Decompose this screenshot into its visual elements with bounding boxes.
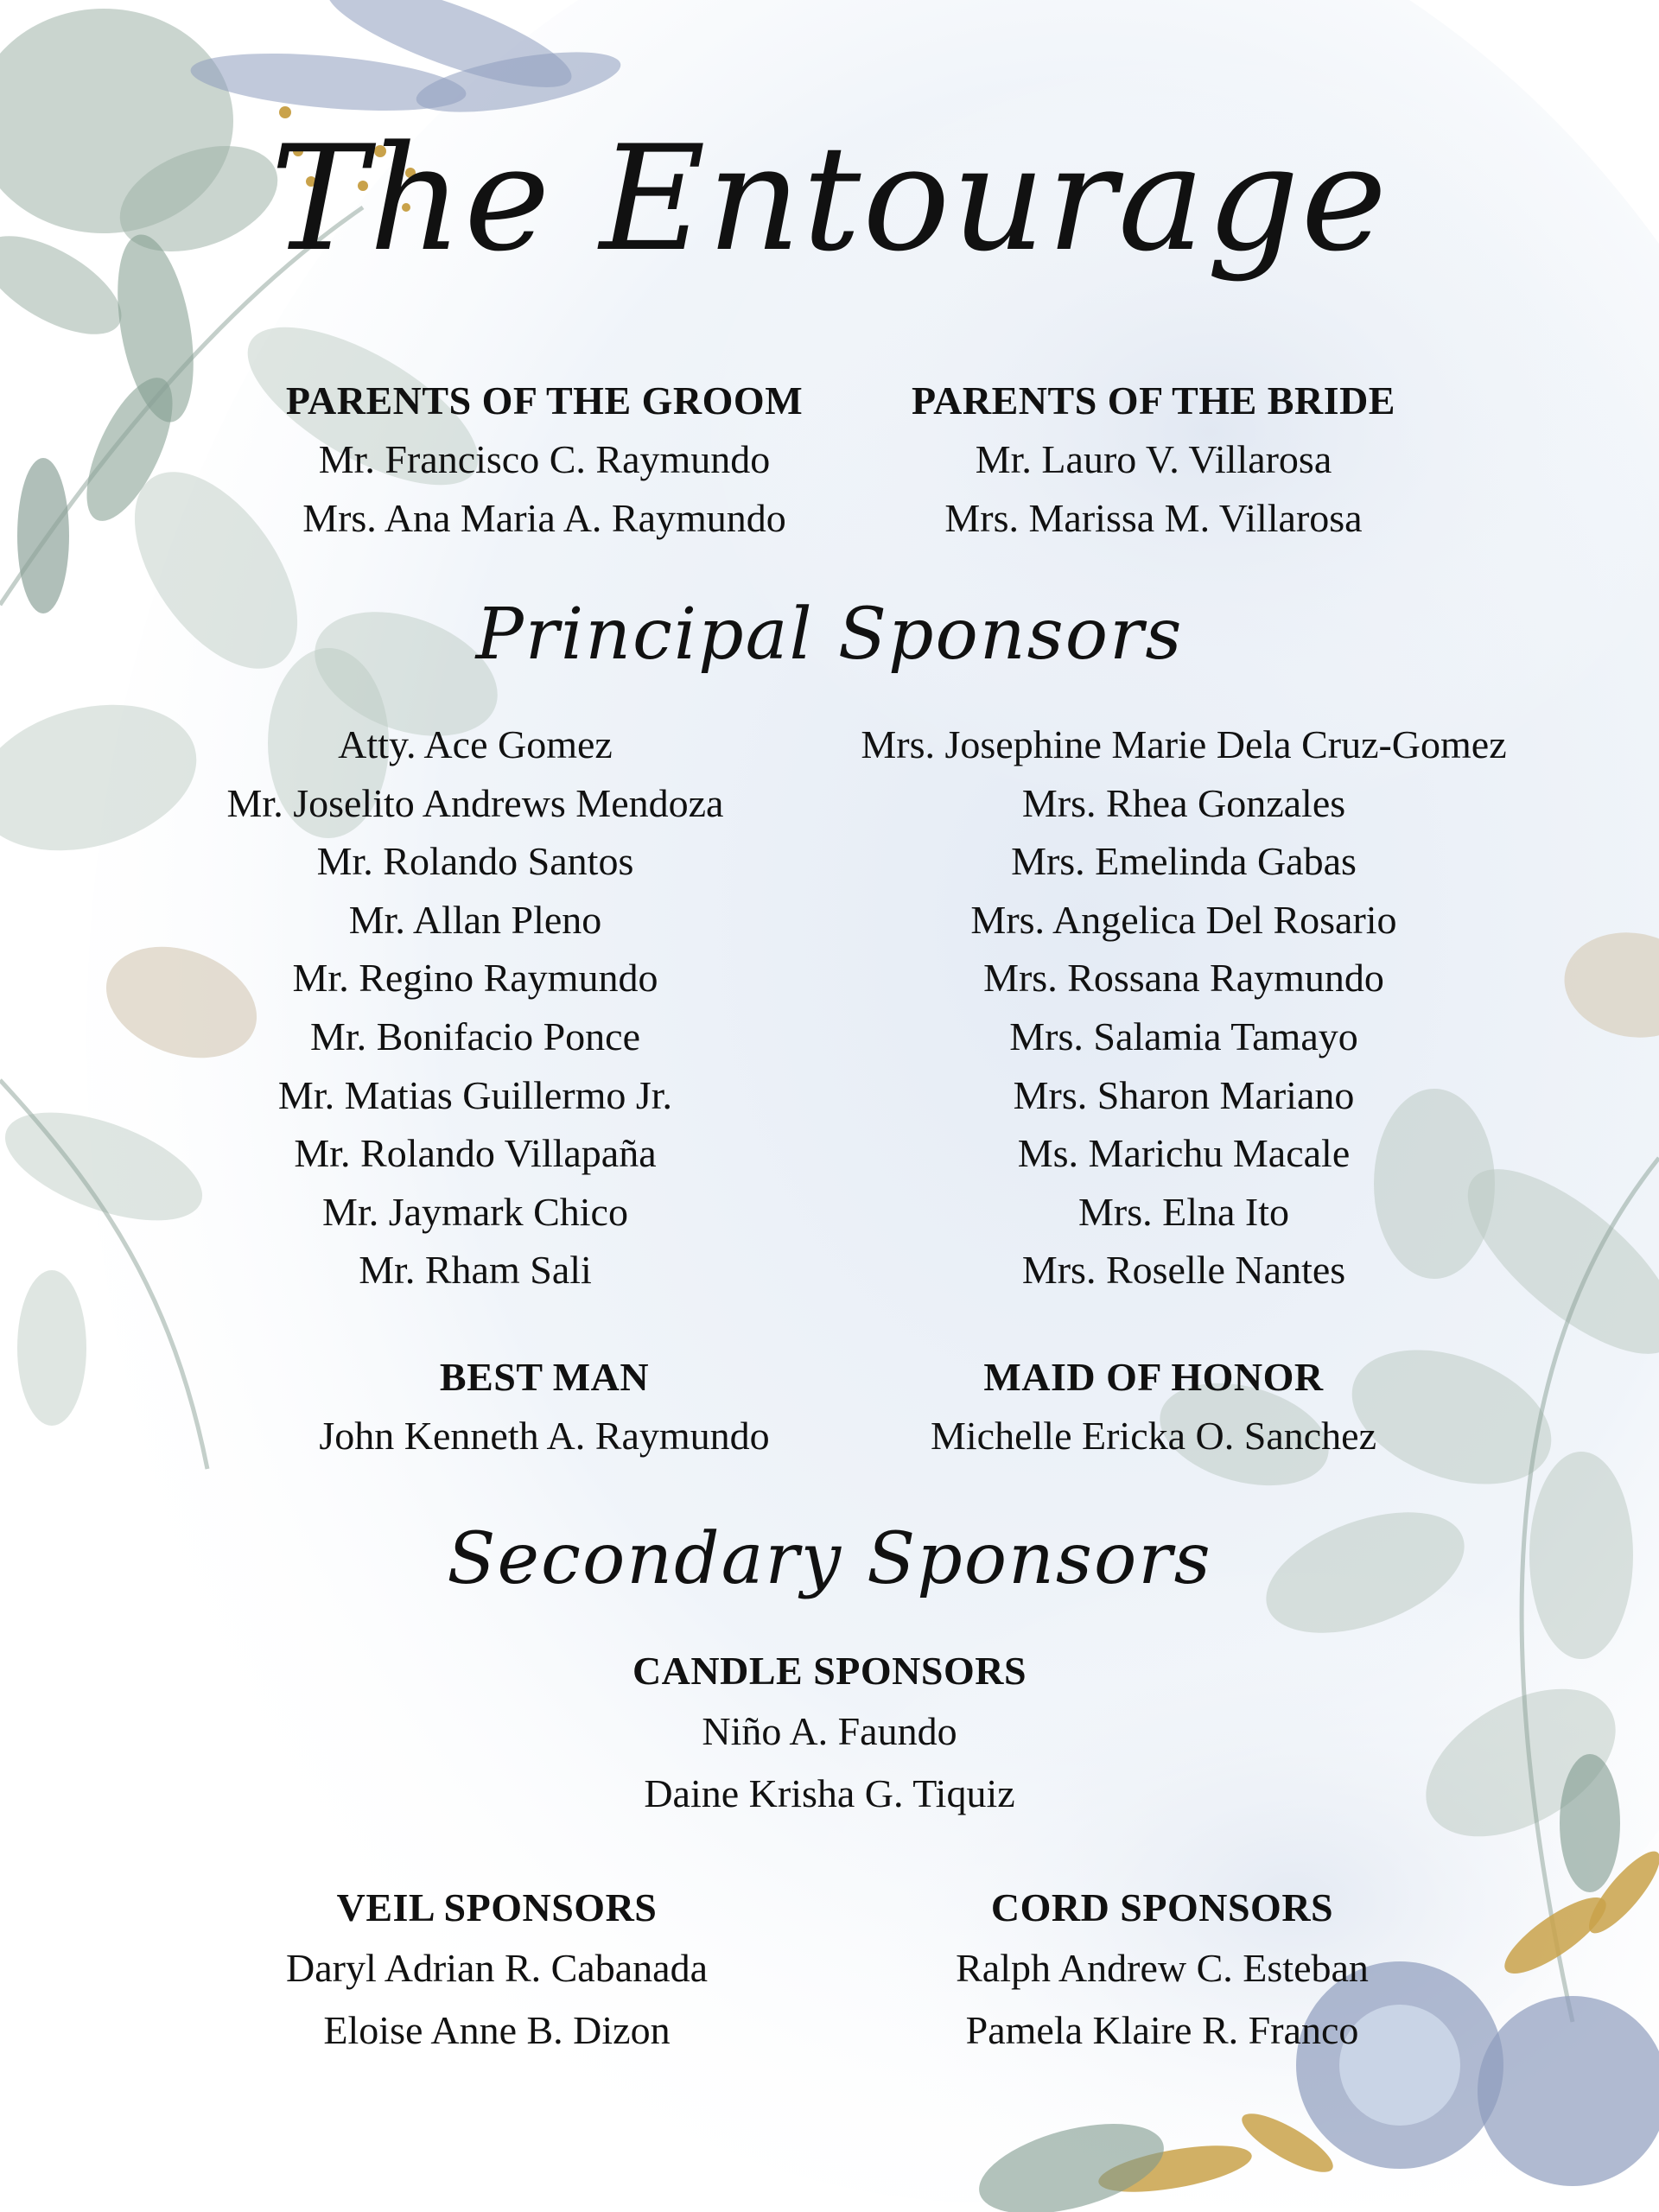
section-heading: PARENTS OF THE GROOM (285, 378, 804, 423)
list-item: Mrs. Angelica Del Rosario (970, 897, 1397, 942)
list-item: Mrs. Roselle Nantes (1021, 1248, 1346, 1293)
list-item: Mrs. Emelinda Gabas (1011, 839, 1357, 884)
secondary-sponsors-heading: Secondary Sponsors (447, 1518, 1212, 1600)
parents-of-bride (830, 372, 1478, 548)
name-line: Daine Krisha G. Tiquiz (644, 1771, 1015, 1815)
candle-sponsors (484, 1642, 1175, 1825)
name-line: Mr. Lauro V. Villarosa (975, 437, 1332, 481)
veil-sponsors (173, 1878, 821, 2062)
list-item: Mr. Matias Guillermo Jr. (277, 1072, 673, 1117)
section-heading: CORD SPONSORS (990, 1885, 1334, 1929)
section-heading: VEIL SPONSORS (336, 1885, 658, 1929)
list-item: Mrs. Sharon Mariano (1013, 1072, 1355, 1117)
principal-sponsors-heading: Principal Sponsors (475, 594, 1184, 676)
name-line: Mrs. Ana Maria A. Raymundo (302, 496, 786, 540)
list-item: Mr. Bonifacio Ponce (310, 1014, 640, 1058)
name-line: Niño A. Faundo (702, 1709, 957, 1753)
list-item: Mrs. Josephine Marie Dela Cruz-Gomez (861, 722, 1507, 766)
section-heading: BEST MAN (439, 1355, 650, 1399)
maid-of-honor (847, 1348, 1460, 1465)
section-heading: MAID OF HONOR (983, 1355, 1324, 1399)
best-man (242, 1348, 847, 1465)
name-line: Michelle Ericka O. Sanchez (931, 1414, 1376, 1458)
cord-sponsors (838, 1878, 1486, 2062)
section-heading: CANDLE SPONSORS (632, 1649, 1027, 1693)
list-item: Mr. Joselito Andrews Mendoza (226, 780, 724, 825)
list-item: Mr. Rham Sali (359, 1248, 592, 1293)
name-line: John Kenneth A. Raymundo (319, 1414, 770, 1458)
page-title: The Entourage (270, 114, 1389, 283)
principal-sponsors-right (795, 715, 1573, 1300)
list-item: Mr. Rolando Santos (316, 839, 634, 884)
name-line: Mr. Francisco C. Raymundo (318, 437, 771, 481)
name-line: Mrs. Marissa M. Villarosa (944, 496, 1363, 540)
list-item: Mr. Jaymark Chico (322, 1189, 628, 1234)
list-item: Mr. Regino Raymundo (292, 956, 658, 1001)
section-heading: PARENTS OF THE BRIDE (912, 378, 1395, 423)
list-item: Mrs. Rossana Raymundo (983, 956, 1384, 1001)
name-line: Daryl Adrian R. Cabanada (286, 1946, 708, 1990)
principal-sponsors-left (156, 715, 795, 1300)
list-item: Atty. Ace Gomez (338, 722, 613, 766)
name-line: Eloise Anne B. Dizon (323, 2008, 671, 2052)
name-line: Pamela Klaire R. Franco (965, 2008, 1359, 2052)
list-item: Mr. Rolando Villapaña (294, 1131, 657, 1176)
parents-of-groom (225, 372, 864, 548)
list-item: Mrs. Rhea Gonzales (1021, 780, 1346, 825)
name-line: Ralph Andrew C. Esteban (956, 1946, 1369, 1990)
list-item: Mr. Allan Pleno (348, 897, 602, 942)
list-item: Ms. Marichu Macale (1017, 1131, 1351, 1176)
list-item: Mrs. Elna Ito (1077, 1189, 1289, 1234)
list-item: Mrs. Salamia Tamayo (1009, 1014, 1358, 1058)
